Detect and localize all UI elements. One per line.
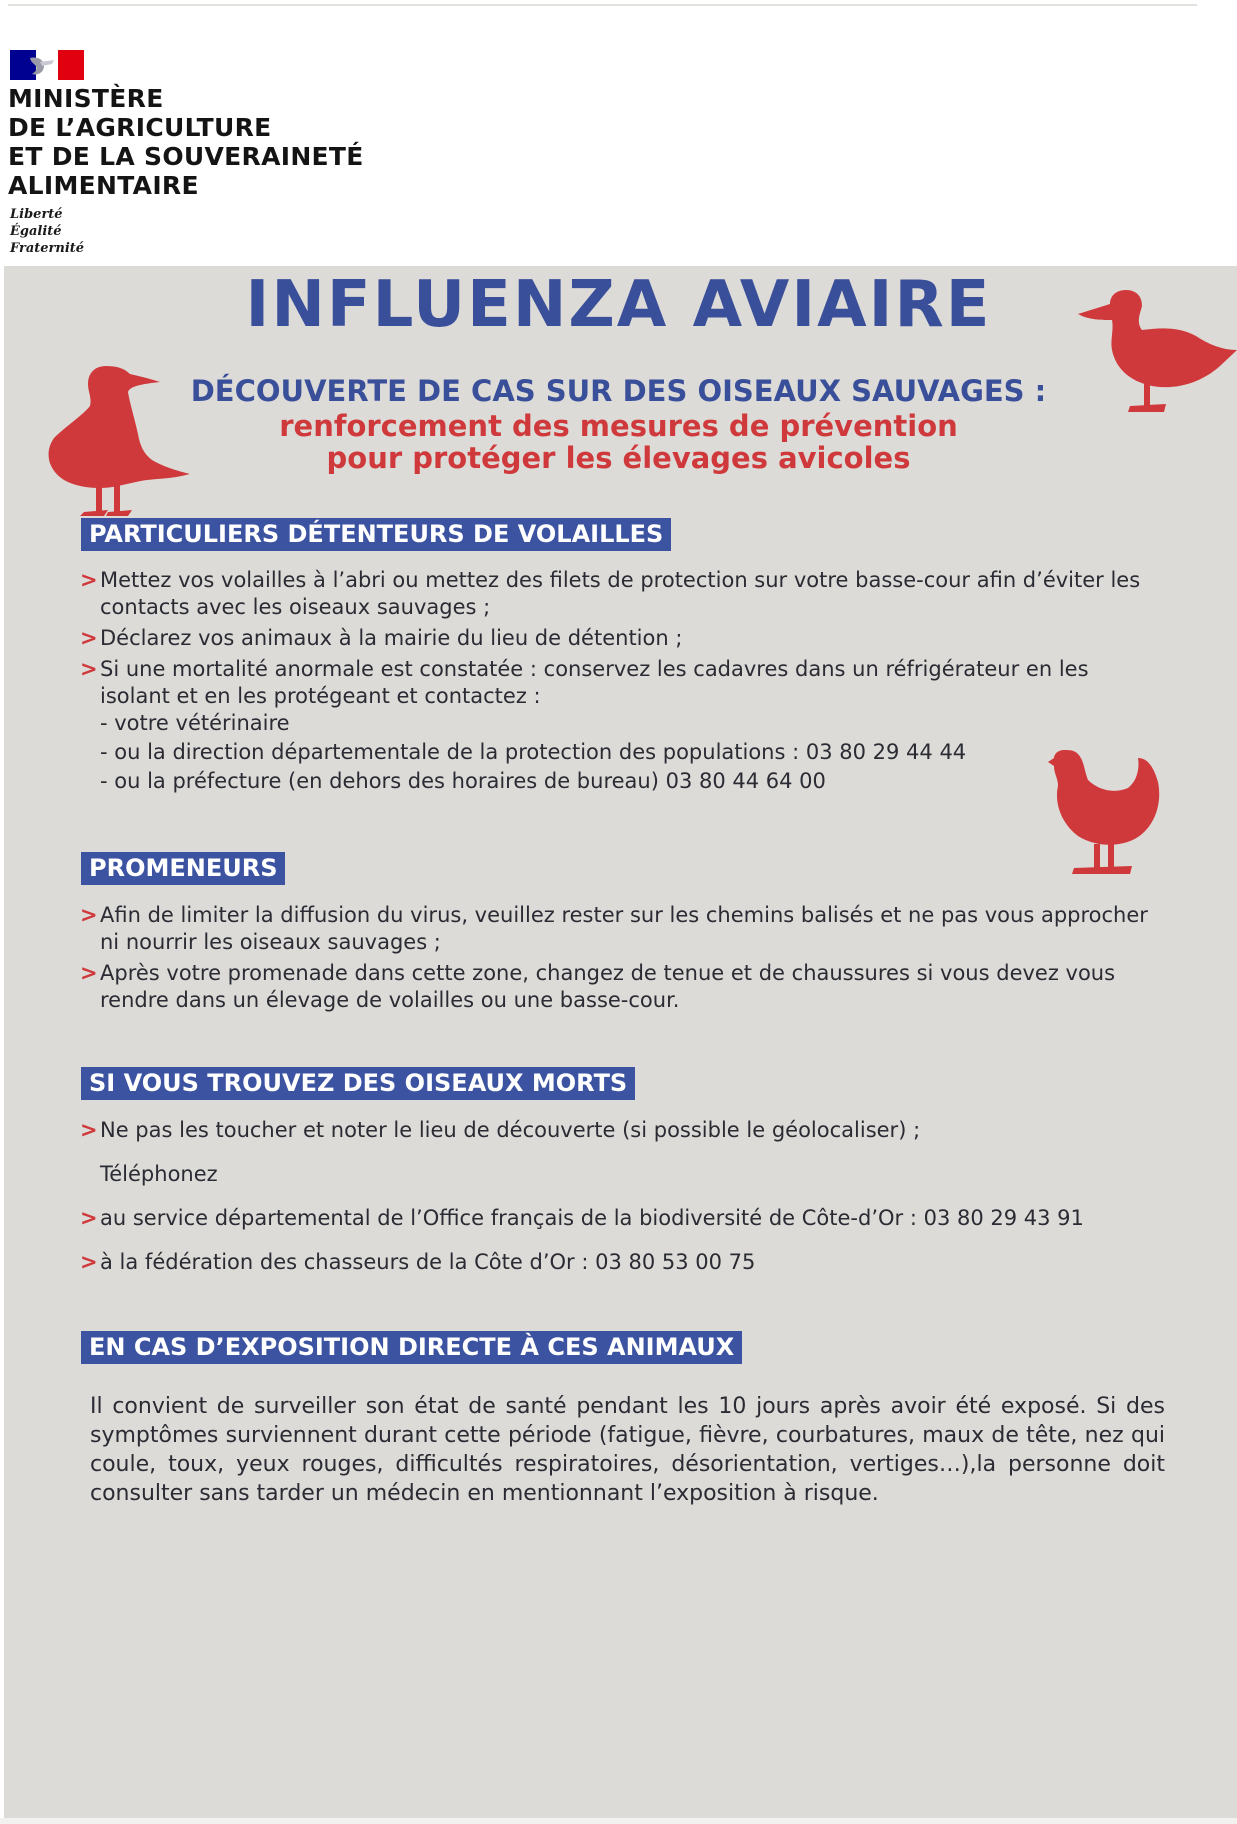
list-item-text: Mettez vos volailles à l’abri ou mettez des filets de protection sur votre basse-cour afin d’éviter les contacts avec les oiseaux sauvages ; (100, 568, 1141, 619)
chevron-right-icon: > (80, 657, 98, 681)
subtitle-red-line: renforcement des mesures de prévention (279, 409, 958, 443)
ministry-line: MINISTÈRE (8, 84, 164, 113)
motto-line: Égalité (10, 224, 62, 239)
list-item (80, 625, 1160, 652)
list-item (80, 1117, 1160, 1144)
chevron-right-icon: > (80, 626, 98, 650)
exposition-text: Il convient de surveiller son état de santé pendant les 10 jours après avoir été exposé. Si des symptômes surviennent durant cette période (fatigue, fièvre, courbatures, maux de tête, nez qui coule, toux, yeux rouges, difficultés respiratoires, désorientation, vertiges…),la personne doit consulter sans tarder un médecin en mentionnant l’exposition à risque. (90, 1394, 1165, 1506)
list-item-text: Afin de limiter la diffusion du virus, veuillez rester sur les chemins balisés et ne pas vous approcher ni nourrir les oiseaux sauvages ; (100, 903, 1148, 954)
ministry-line: DE L’AGRICULTURE (8, 113, 272, 142)
list-item-text: Si une mortalité anormale est constatée : conservez les cadavres dans un réfrigérateur en les isolant et en les protégeant et contactez : (100, 657, 1089, 708)
subtitle: DÉCOUVERTE DE CAS SUR DES OISEAUX SAUVAGES : (190, 374, 1047, 408)
chevron-right-icon: > (80, 1118, 98, 1142)
list-item (80, 656, 1160, 710)
section-heading-particuliers: PARTICULIERS DÉTENTEURS DE VOLAILLES (81, 518, 671, 551)
marianne-flag-logo (10, 50, 84, 80)
chevron-right-icon: > (80, 568, 98, 592)
section-heading-oiseaux-morts: SI VOUS TROUVEZ DES OISEAUX MORTS (81, 1067, 635, 1100)
chevron-right-icon: > (80, 903, 98, 927)
republic-motto (10, 206, 84, 257)
ministry-name (8, 84, 364, 200)
section-heading-exposition: EN CAS D’EXPOSITION DIRECTE À CES ANIMAUX (81, 1331, 742, 1364)
top-divider (8, 4, 1197, 6)
list-item (80, 1249, 1160, 1276)
chevron-right-icon: > (80, 961, 98, 985)
ministry-line: ALIMENTAIRE (8, 171, 199, 200)
list-item (80, 902, 1160, 956)
chevron-right-icon: > (80, 1250, 98, 1274)
contact-line: - ou la préfecture (en dehors des horaires de bureau) 03 80 44 64 00 (100, 769, 826, 793)
subtitle-red-line: pour protéger les élevages avicoles (326, 441, 911, 475)
promeneurs-list (80, 902, 1160, 1014)
oiseaux-morts-list (80, 1117, 1160, 1276)
motto-line: Fraternité (10, 241, 85, 256)
page-title: INFLUENZA AVIAIRE (245, 268, 992, 342)
ministry-line: ET DE LA SOUVERAINETÉ (8, 142, 364, 171)
contact-line: - votre vétérinaire (100, 711, 290, 735)
list-item-text: Ne pas les toucher et noter le lieu de découverte (si possible le géolocaliser) ; (100, 1118, 921, 1142)
list-item-text: à la fédération des chasseurs de la Côte d’Or : 03 80 53 00 75 (100, 1250, 756, 1274)
motto-line: Liberté (10, 207, 63, 222)
bottom-divider (0, 1818, 1237, 1824)
contact-line: - ou la direction départementale de la protection des populations : 03 80 29 44 44 (100, 740, 967, 764)
list-item-text: Après votre promenade dans cette zone, changez de tenue et de chaussures si vous devez vous rendre dans un élevage de volailles ou une basse-cour. (100, 961, 1116, 1012)
section-heading-promeneurs: PROMENEURS (81, 852, 285, 885)
telephone-label: Téléphonez (100, 1162, 218, 1186)
chevron-right-icon: > (80, 1206, 98, 1230)
list-item (80, 960, 1160, 1014)
list-item-text: au service départemental de l’Office français de la biodiversité de Côte-d’Or : 03 80 29 43 91 (100, 1206, 1084, 1230)
subtitle-red (0, 410, 1237, 474)
particuliers-list (80, 567, 1160, 795)
list-item (80, 567, 1160, 621)
list-item (80, 1205, 1160, 1232)
list-item-text: Déclarez vos animaux à la mairie du lieu de détention ; (100, 626, 683, 650)
